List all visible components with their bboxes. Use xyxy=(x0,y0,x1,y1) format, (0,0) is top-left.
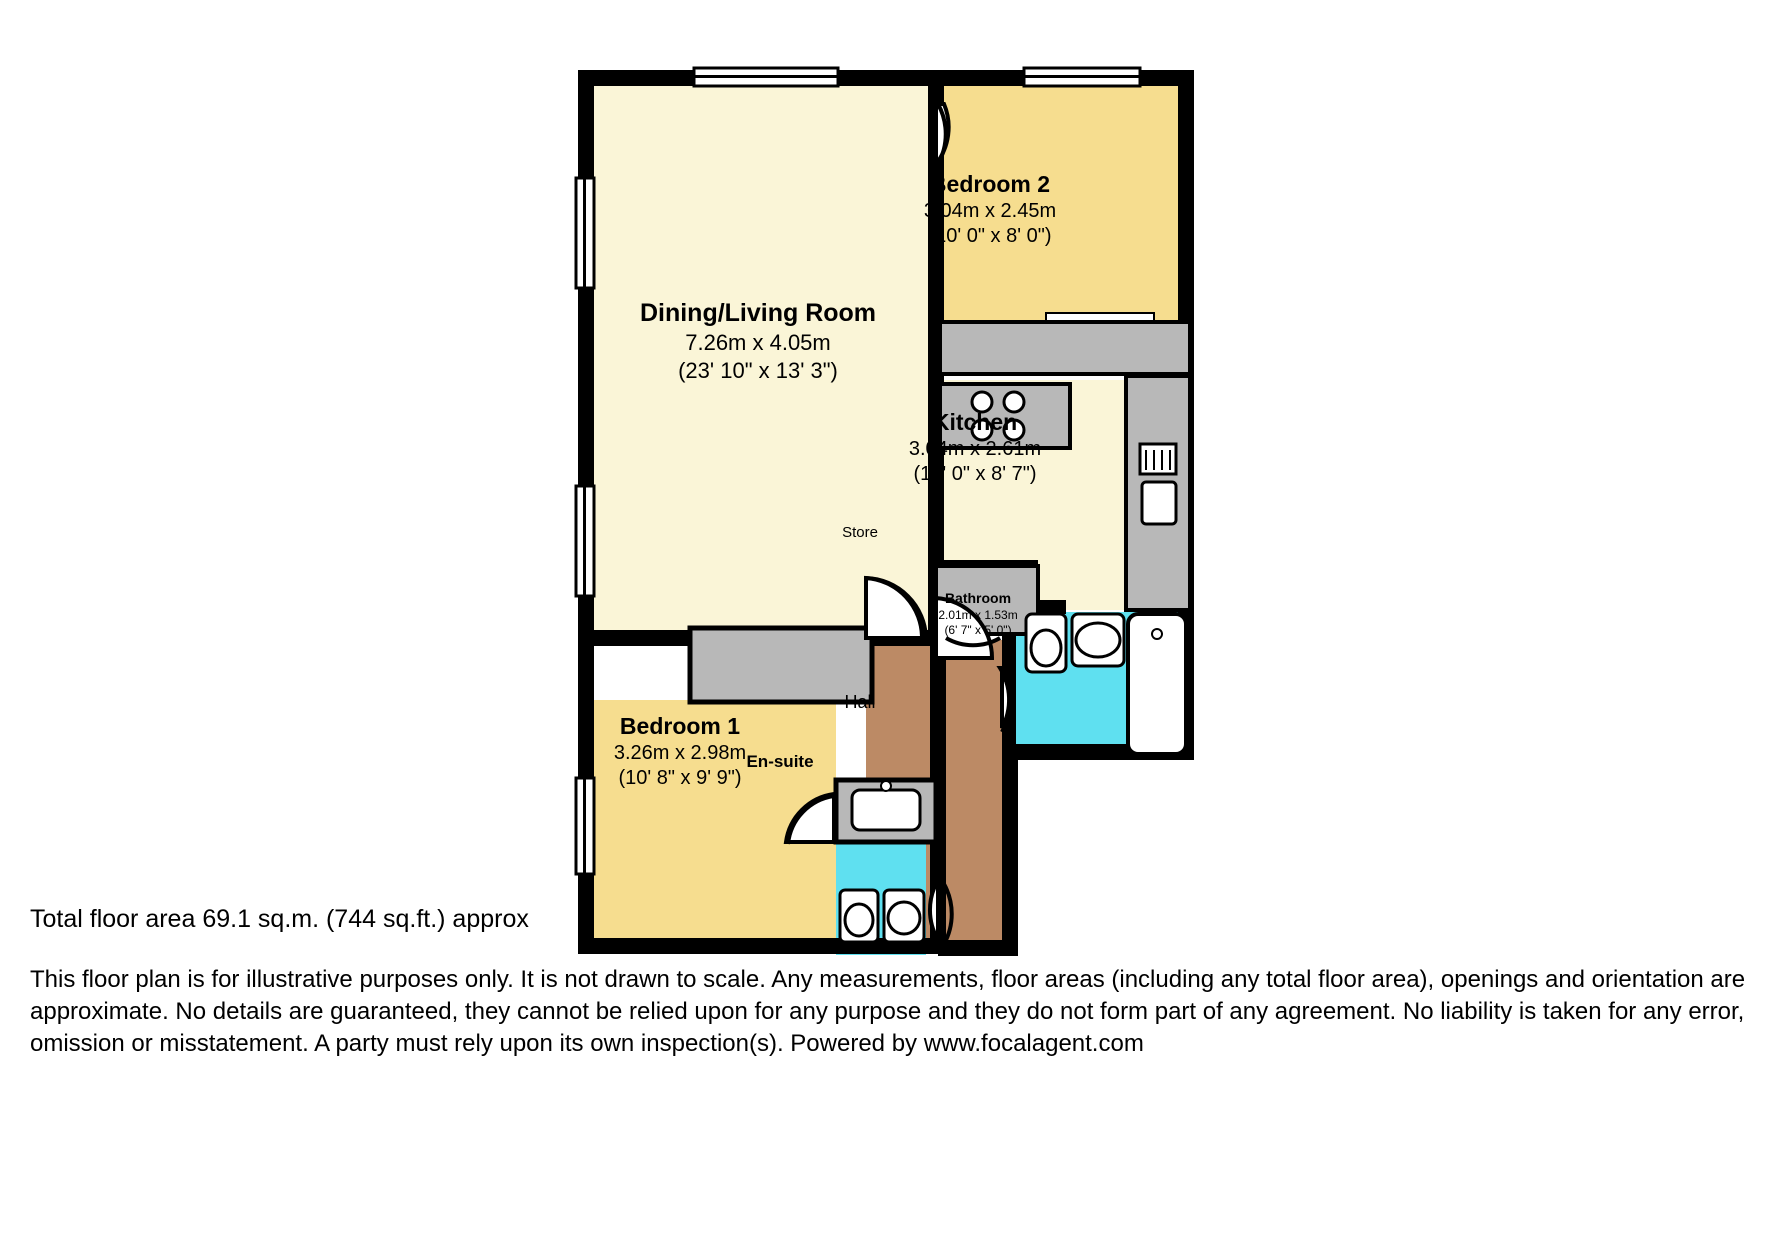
room-dim-metric-bedroom-2: 3.04m x 2.45m xyxy=(923,199,1057,222)
room-label-en-suite: En-suite xyxy=(746,752,814,771)
room-dim-imperial-dining-living-room: (23' 10" x 13' 3") xyxy=(678,357,838,383)
total-floor-area-text: Total floor area 69.1 sq.m. (744 sq.ft.) approx xyxy=(30,905,529,933)
room-dim-imperial-kitchen: (10' 0" x 8' 7") xyxy=(913,462,1037,485)
room-dim-metric-dining-living-room: 7.26m x 4.05m xyxy=(685,330,831,356)
room-dim-metric-bedroom-1: 3.26m x 2.98m xyxy=(613,741,747,764)
room-dim-metric-kitchen: 3.04m x 2.61m xyxy=(908,437,1042,460)
room-dim-imperial-bedroom-2: (10' 0" x 8' 0") xyxy=(928,224,1052,247)
room-dim-metric-bathroom: 2.01m x 1.53m xyxy=(938,607,1018,622)
room-dim-imperial-bedroom-1: (10' 8" x 9' 9") xyxy=(618,766,742,789)
kitchen-sink-icon xyxy=(1142,482,1176,524)
bathroom-wc-icon xyxy=(1026,614,1066,672)
footer xyxy=(30,905,1750,1060)
room-fill-bedroom-2 xyxy=(936,78,1186,328)
fitting-kitchen-worktop-top xyxy=(940,384,1070,448)
room-dim-imperial-bathroom: (6' 7" x 5' 0") xyxy=(944,622,1012,637)
room-name-bedroom-2: Bedroom 2 xyxy=(929,171,1051,197)
room-name-bedroom-1: Bedroom 1 xyxy=(619,713,741,739)
disclaimer-text: This floor plan is for illustrative purposes only. It is not drawn to scale. Any measurements, floor areas (including any total floor area), openings and orientation are approximate. No details are guaranteed, they cannot be relied upon for any purpose and they do not form part of any agreement. No liability is taken for any error, omission or misstatement. A party must rely upon its own inspection(s). Powered by www.focalagent.com xyxy=(30,966,1746,1057)
room-fill-dining-living-room xyxy=(586,78,936,638)
room-name-dining-living-room: Dining/Living Room xyxy=(639,299,877,327)
kitchen-hob-icon xyxy=(972,392,992,412)
fitting-living-unit xyxy=(690,628,872,702)
room-label-store: Store xyxy=(842,524,878,541)
bathroom-bath-icon xyxy=(1128,614,1186,754)
room-name-kitchen: Kitchen xyxy=(932,409,1018,435)
fitting-bedroom2-wardrobe xyxy=(940,322,1190,374)
bathroom-basin-icon xyxy=(1072,614,1124,666)
room-name-bathroom: Bathroom xyxy=(944,590,1012,606)
room-label-hall: Hall xyxy=(844,692,876,712)
